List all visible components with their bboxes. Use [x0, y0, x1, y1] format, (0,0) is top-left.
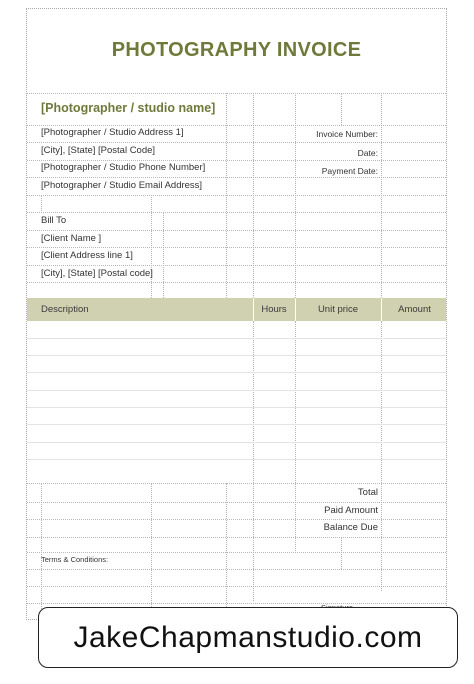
- invoice-sheet: [26, 8, 447, 620]
- grid-line: [163, 212, 164, 298]
- unit-price-header: Unit price: [317, 304, 359, 315]
- balance-due-label: Balance Due: [323, 522, 378, 533]
- item-row-line: [27, 338, 446, 339]
- item-row-line: [27, 442, 446, 443]
- grid-line: [341, 537, 342, 569]
- studio-phone[interactable]: [Photographer / Studio Phone Number]: [41, 162, 206, 173]
- website-banner: JakeChapmanstudio.com: [38, 607, 458, 668]
- studio-address-line[interactable]: [Photographer / Studio Address 1]: [41, 127, 184, 138]
- grid-line: [253, 321, 254, 601]
- amount-header: Amount: [398, 304, 431, 315]
- grid-line: [27, 93, 446, 94]
- item-row-line: [27, 459, 446, 460]
- grid-line: [27, 519, 446, 520]
- studio-city-state[interactable]: [City], [State] [Postal Code]: [41, 145, 156, 156]
- grid-line: [27, 265, 446, 266]
- client-name[interactable]: [Client Name ]: [41, 233, 102, 244]
- grid-line: [27, 247, 446, 248]
- grid-line: [27, 502, 446, 503]
- invoice-number-label: Invoice Number:: [316, 129, 378, 139]
- client-city-state[interactable]: [City], [State] [Postal code]: [41, 268, 153, 279]
- grid-line: [27, 603, 446, 604]
- grid-line: [27, 160, 446, 161]
- paid-amount-label: Paid Amount: [324, 505, 378, 516]
- grid-line: [27, 537, 446, 538]
- item-row-line: [27, 372, 446, 373]
- item-row-line: [27, 424, 446, 425]
- terms-label: Terms & Conditions:: [41, 555, 109, 564]
- payment-date-label: Payment Date:: [321, 166, 378, 176]
- studio-name[interactable]: [Photographer / studio name]: [41, 101, 216, 115]
- grid-line: [27, 586, 446, 587]
- hours-header: Hours: [261, 304, 287, 315]
- bill-to-label: Bill To: [41, 215, 67, 226]
- item-row-line: [27, 407, 446, 408]
- item-row-line: [27, 390, 446, 391]
- grid-line: [341, 93, 342, 125]
- grid-line: [381, 321, 382, 591]
- grid-line: [27, 569, 446, 570]
- grid-line: [41, 195, 42, 213]
- grid-line: [27, 230, 446, 231]
- studio-email[interactable]: [Photographer / Studio Email Address]: [41, 180, 203, 191]
- grid-line: [27, 142, 446, 143]
- grid-line: [27, 483, 446, 484]
- grid-line: [27, 125, 446, 126]
- total-label: Total: [357, 487, 378, 498]
- grid-line: [27, 195, 446, 196]
- item-row-line: [27, 355, 446, 356]
- grid-line: [27, 282, 446, 283]
- description-header: Description: [41, 304, 89, 315]
- grid-line: [27, 177, 446, 178]
- invoice-title: PHOTOGRAPHY INVOICE: [111, 39, 362, 61]
- grid-line: [27, 212, 446, 213]
- date-label: Date:: [357, 148, 378, 158]
- client-address[interactable]: [Client Address line 1]: [41, 250, 133, 261]
- items-table-header: [27, 298, 446, 321]
- grid-line: [27, 552, 446, 553]
